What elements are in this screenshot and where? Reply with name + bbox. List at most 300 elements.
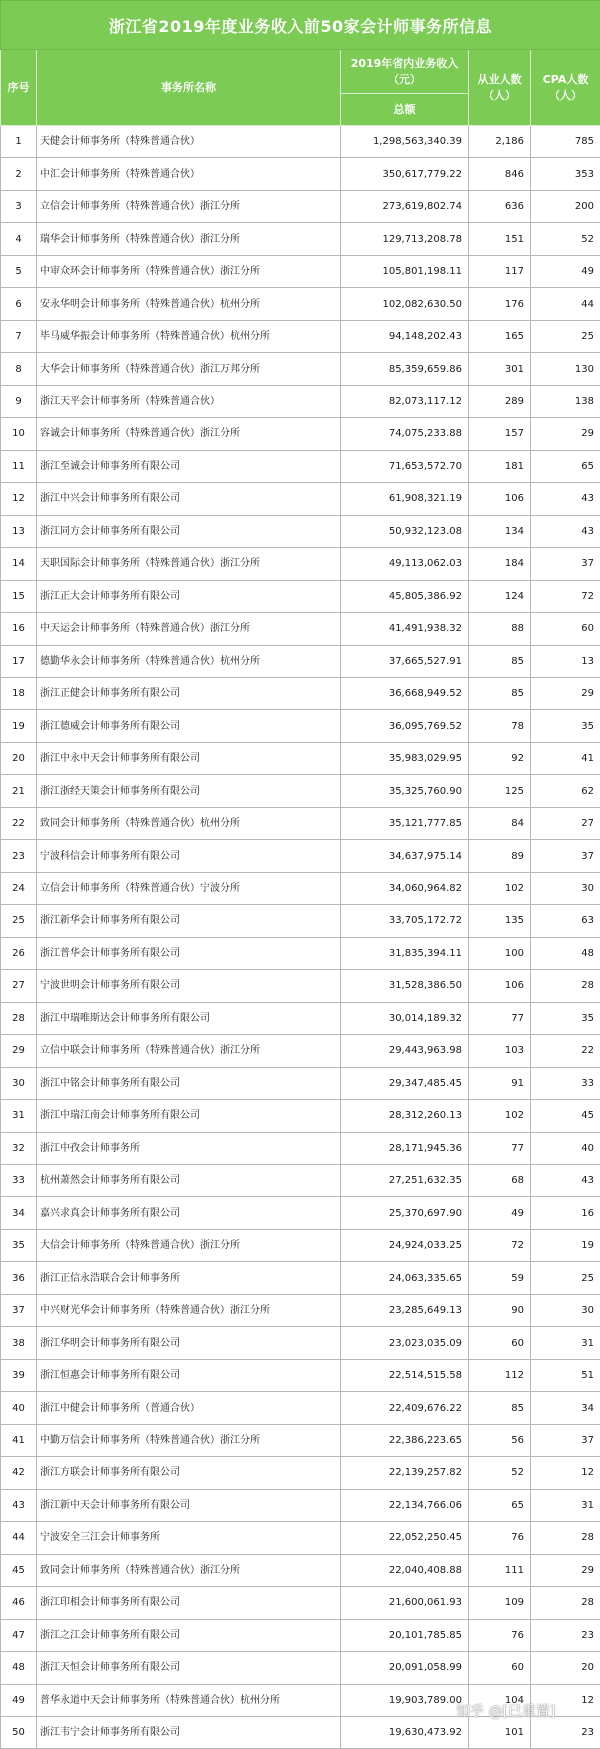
staff-count: 2,186 bbox=[469, 126, 531, 158]
cpa-count: 44 bbox=[531, 288, 600, 320]
table-row bbox=[1, 1327, 600, 1359]
table-row bbox=[1, 1229, 600, 1261]
table-row bbox=[1, 418, 600, 450]
cpa-count: 29 bbox=[531, 1554, 600, 1586]
cpa-count: 37 bbox=[531, 840, 600, 872]
cpa-count: 37 bbox=[531, 548, 600, 580]
row-number: 12 bbox=[1, 483, 37, 515]
table-row bbox=[1, 1716, 600, 1748]
table-row bbox=[1, 840, 600, 872]
firm-name: 浙江正信永浩联合会计师事务所 bbox=[37, 1262, 341, 1294]
staff-count: 85 bbox=[469, 1392, 531, 1424]
firm-name: 安永华明会计师事务所（特殊普通合伙）杭州分所 bbox=[37, 288, 341, 320]
revenue-total: 85,359,659.86 bbox=[341, 353, 469, 385]
revenue-total: 34,060,964.82 bbox=[341, 872, 469, 904]
firm-name: 浙江中孜会计师事务所 bbox=[37, 1132, 341, 1164]
cpa-count: 785 bbox=[531, 126, 600, 158]
header-no: 序号 bbox=[1, 50, 37, 126]
row-number: 38 bbox=[1, 1327, 37, 1359]
firm-name: 杭州萧然会计师事务所有限公司 bbox=[37, 1165, 341, 1197]
cpa-count: 65 bbox=[531, 450, 600, 482]
revenue-total: 22,514,515.58 bbox=[341, 1359, 469, 1391]
table-row bbox=[1, 1294, 600, 1326]
firm-name: 中勤万信会计师事务所（特殊普通合伙）浙江分所 bbox=[37, 1424, 341, 1456]
revenue-total: 74,075,233.88 bbox=[341, 418, 469, 450]
staff-count: 84 bbox=[469, 807, 531, 839]
staff-count: 90 bbox=[469, 1294, 531, 1326]
revenue-total: 1,298,563,340.39 bbox=[341, 126, 469, 158]
revenue-total: 33,705,172.72 bbox=[341, 905, 469, 937]
cpa-count: 34 bbox=[531, 1392, 600, 1424]
row-number: 19 bbox=[1, 710, 37, 742]
firm-name: 浙江印相会计师事务所有限公司 bbox=[37, 1587, 341, 1619]
revenue-total: 129,713,208.78 bbox=[341, 223, 469, 255]
row-number: 13 bbox=[1, 515, 37, 547]
cpa-count: 51 bbox=[531, 1359, 600, 1391]
revenue-total: 41,491,938.32 bbox=[341, 613, 469, 645]
header-cpa: CPA人数（人） bbox=[531, 50, 600, 126]
firm-name: 大华会计师事务所（特殊普通合伙）浙江万邦分所 bbox=[37, 353, 341, 385]
cpa-count: 27 bbox=[531, 807, 600, 839]
revenue-total: 22,409,676.22 bbox=[341, 1392, 469, 1424]
table-row bbox=[1, 1197, 600, 1229]
staff-count: 124 bbox=[469, 580, 531, 612]
row-number: 50 bbox=[1, 1716, 37, 1748]
row-number: 40 bbox=[1, 1392, 37, 1424]
staff-count: 165 bbox=[469, 320, 531, 352]
cpa-count: 43 bbox=[531, 515, 600, 547]
revenue-total: 34,637,975.14 bbox=[341, 840, 469, 872]
table-row bbox=[1, 1587, 600, 1619]
firm-name: 普华永道中天会计师事务所（特殊普通合伙）杭州分所 bbox=[37, 1684, 341, 1716]
table-row bbox=[1, 937, 600, 969]
revenue-total: 21,600,061.93 bbox=[341, 1587, 469, 1619]
row-number: 9 bbox=[1, 385, 37, 417]
staff-count: 60 bbox=[469, 1327, 531, 1359]
staff-count: 636 bbox=[469, 190, 531, 222]
firm-name: 天健会计师事务所（特殊普通合伙） bbox=[37, 126, 341, 158]
firm-name: 浙江浙经天策会计师事务所有限公司 bbox=[37, 775, 341, 807]
revenue-total: 49,113,062.03 bbox=[341, 548, 469, 580]
cpa-count: 37 bbox=[531, 1424, 600, 1456]
row-number: 45 bbox=[1, 1554, 37, 1586]
row-number: 48 bbox=[1, 1652, 37, 1684]
row-number: 6 bbox=[1, 288, 37, 320]
revenue-total: 35,121,777.85 bbox=[341, 807, 469, 839]
table-row bbox=[1, 872, 600, 904]
revenue-total: 22,386,223.65 bbox=[341, 1424, 469, 1456]
cpa-count: 353 bbox=[531, 158, 600, 190]
table-row bbox=[1, 710, 600, 742]
revenue-total: 30,014,189.32 bbox=[341, 1002, 469, 1034]
revenue-total: 28,312,260.13 bbox=[341, 1100, 469, 1132]
cpa-count: 130 bbox=[531, 353, 600, 385]
revenue-total: 102,082,630.50 bbox=[341, 288, 469, 320]
header-staff: 从业人数（人） bbox=[469, 50, 531, 126]
firm-name: 致同会计师事务所（特殊普通合伙）浙江分所 bbox=[37, 1554, 341, 1586]
firm-name: 浙江中兴会计师事务所有限公司 bbox=[37, 483, 341, 515]
firm-name: 容诚会计师事务所（特殊普通合伙）浙江分所 bbox=[37, 418, 341, 450]
cpa-count: 49 bbox=[531, 255, 600, 287]
firm-name: 浙江中健会计师事务所（普通合伙） bbox=[37, 1392, 341, 1424]
revenue-total: 19,630,473.92 bbox=[341, 1716, 469, 1748]
row-number: 37 bbox=[1, 1294, 37, 1326]
firm-name: 瑞华会计师事务所（特殊普通合伙）浙江分所 bbox=[37, 223, 341, 255]
table-row bbox=[1, 1002, 600, 1034]
table-body bbox=[1, 126, 600, 1749]
row-number: 49 bbox=[1, 1684, 37, 1716]
table-row bbox=[1, 775, 600, 807]
cpa-count: 30 bbox=[531, 1294, 600, 1326]
table-row bbox=[1, 580, 600, 612]
firm-name: 立信中联会计师事务所（特殊普通合伙）浙江分所 bbox=[37, 1035, 341, 1067]
cpa-count: 72 bbox=[531, 580, 600, 612]
cpa-count: 48 bbox=[531, 937, 600, 969]
row-number: 26 bbox=[1, 937, 37, 969]
cpa-count: 13 bbox=[531, 645, 600, 677]
row-number: 20 bbox=[1, 742, 37, 774]
firm-name: 浙江新中天会计师事务所有限公司 bbox=[37, 1489, 341, 1521]
staff-count: 88 bbox=[469, 613, 531, 645]
row-number: 36 bbox=[1, 1262, 37, 1294]
staff-count: 78 bbox=[469, 710, 531, 742]
firm-name: 中兴财光华会计师事务所（特殊普通合伙）浙江分所 bbox=[37, 1294, 341, 1326]
revenue-total: 22,040,408.88 bbox=[341, 1554, 469, 1586]
staff-count: 60 bbox=[469, 1652, 531, 1684]
firm-name: 德勤华永会计师事务所（特殊普通合伙）杭州分所 bbox=[37, 645, 341, 677]
cpa-count: 60 bbox=[531, 613, 600, 645]
staff-count: 104 bbox=[469, 1684, 531, 1716]
firm-name: 浙江中瑞江南会计师事务所有限公司 bbox=[37, 1100, 341, 1132]
firm-name: 中审众环会计师事务所（特殊普通合伙）浙江分所 bbox=[37, 255, 341, 287]
staff-count: 72 bbox=[469, 1229, 531, 1261]
row-number: 33 bbox=[1, 1165, 37, 1197]
table-row bbox=[1, 1262, 600, 1294]
staff-count: 151 bbox=[469, 223, 531, 255]
revenue-total: 61,908,321.19 bbox=[341, 483, 469, 515]
firm-name: 致同会计师事务所（特殊普通合伙）杭州分所 bbox=[37, 807, 341, 839]
cpa-count: 20 bbox=[531, 1652, 600, 1684]
revenue-total: 22,052,250.45 bbox=[341, 1522, 469, 1554]
firm-name: 天职国际会计师事务所（特殊普通合伙）浙江分所 bbox=[37, 548, 341, 580]
table-row bbox=[1, 353, 600, 385]
table-row bbox=[1, 158, 600, 190]
row-number: 25 bbox=[1, 905, 37, 937]
staff-count: 89 bbox=[469, 840, 531, 872]
table-row bbox=[1, 1424, 600, 1456]
firm-name: 大信会计师事务所（特殊普通合伙）浙江分所 bbox=[37, 1229, 341, 1261]
firm-name: 浙江恒惠会计师事务所有限公司 bbox=[37, 1359, 341, 1391]
table-row bbox=[1, 645, 600, 677]
cpa-count: 35 bbox=[531, 710, 600, 742]
cpa-count: 25 bbox=[531, 1262, 600, 1294]
firm-name: 宁波世明会计师事务所有限公司 bbox=[37, 970, 341, 1002]
revenue-total: 27,251,632.35 bbox=[341, 1165, 469, 1197]
table-row bbox=[1, 320, 600, 352]
firm-name: 立信会计师事务所（特殊普通合伙）宁波分所 bbox=[37, 872, 341, 904]
table-row bbox=[1, 1359, 600, 1391]
staff-count: 85 bbox=[469, 677, 531, 709]
cpa-count: 23 bbox=[531, 1619, 600, 1651]
table-row bbox=[1, 970, 600, 1002]
row-number: 7 bbox=[1, 320, 37, 352]
table-row bbox=[1, 1522, 600, 1554]
staff-count: 59 bbox=[469, 1262, 531, 1294]
cpa-count: 23 bbox=[531, 1716, 600, 1748]
revenue-total: 24,924,033.25 bbox=[341, 1229, 469, 1261]
revenue-total: 82,073,117.12 bbox=[341, 385, 469, 417]
cpa-count: 31 bbox=[531, 1327, 600, 1359]
cpa-count: 43 bbox=[531, 1165, 600, 1197]
firm-name: 立信会计师事务所（特殊普通合伙）浙江分所 bbox=[37, 190, 341, 222]
cpa-count: 138 bbox=[531, 385, 600, 417]
revenue-total: 45,805,386.92 bbox=[341, 580, 469, 612]
cpa-count: 40 bbox=[531, 1132, 600, 1164]
revenue-total: 50,932,123.08 bbox=[341, 515, 469, 547]
cpa-count: 19 bbox=[531, 1229, 600, 1261]
firm-name: 嘉兴求真会计师事务所有限公司 bbox=[37, 1197, 341, 1229]
table-row bbox=[1, 742, 600, 774]
cpa-count: 25 bbox=[531, 320, 600, 352]
table-row bbox=[1, 385, 600, 417]
row-number: 16 bbox=[1, 613, 37, 645]
table-row bbox=[1, 1489, 600, 1521]
table-row bbox=[1, 905, 600, 937]
revenue-total: 19,903,789.00 bbox=[341, 1684, 469, 1716]
firm-name: 浙江普华会计师事务所有限公司 bbox=[37, 937, 341, 969]
cpa-count: 29 bbox=[531, 418, 600, 450]
revenue-total: 20,101,785.85 bbox=[341, 1619, 469, 1651]
revenue-total: 29,443,963.98 bbox=[341, 1035, 469, 1067]
cpa-count: 63 bbox=[531, 905, 600, 937]
staff-count: 301 bbox=[469, 353, 531, 385]
revenue-total: 350,617,779.22 bbox=[341, 158, 469, 190]
firm-name: 浙江天平会计师事务所（特殊普通合伙） bbox=[37, 385, 341, 417]
revenue-total: 71,653,572.70 bbox=[341, 450, 469, 482]
staff-count: 117 bbox=[469, 255, 531, 287]
revenue-total: 37,665,527.91 bbox=[341, 645, 469, 677]
staff-count: 65 bbox=[469, 1489, 531, 1521]
staff-count: 76 bbox=[469, 1522, 531, 1554]
row-number: 39 bbox=[1, 1359, 37, 1391]
table-row bbox=[1, 288, 600, 320]
row-number: 46 bbox=[1, 1587, 37, 1619]
firm-name: 毕马威华振会计师事务所（特殊普通合伙）杭州分所 bbox=[37, 320, 341, 352]
revenue-total: 24,063,335.65 bbox=[341, 1262, 469, 1294]
table-row bbox=[1, 190, 600, 222]
firm-name: 浙江韦宁会计师事务所有限公司 bbox=[37, 1716, 341, 1748]
cpa-count: 12 bbox=[531, 1457, 600, 1489]
table-row bbox=[1, 1067, 600, 1099]
staff-count: 289 bbox=[469, 385, 531, 417]
table-row bbox=[1, 1100, 600, 1132]
table-row bbox=[1, 807, 600, 839]
staff-count: 77 bbox=[469, 1132, 531, 1164]
staff-count: 102 bbox=[469, 1100, 531, 1132]
table-row bbox=[1, 613, 600, 645]
revenue-total: 28,171,945.36 bbox=[341, 1132, 469, 1164]
row-number: 35 bbox=[1, 1229, 37, 1261]
row-number: 18 bbox=[1, 677, 37, 709]
table-row bbox=[1, 1652, 600, 1684]
table-row bbox=[1, 1554, 600, 1586]
firm-name: 浙江至诚会计师事务所有限公司 bbox=[37, 450, 341, 482]
cpa-count: 31 bbox=[531, 1489, 600, 1521]
staff-count: 176 bbox=[469, 288, 531, 320]
staff-count: 52 bbox=[469, 1457, 531, 1489]
revenue-total: 31,528,386.50 bbox=[341, 970, 469, 1002]
staff-count: 157 bbox=[469, 418, 531, 450]
staff-count: 102 bbox=[469, 872, 531, 904]
cpa-count: 28 bbox=[531, 970, 600, 1002]
firm-name: 浙江天恒会计师事务所有限公司 bbox=[37, 1652, 341, 1684]
cpa-count: 22 bbox=[531, 1035, 600, 1067]
staff-count: 109 bbox=[469, 1587, 531, 1619]
revenue-total: 273,619,802.74 bbox=[341, 190, 469, 222]
row-number: 14 bbox=[1, 548, 37, 580]
revenue-total: 36,095,769.52 bbox=[341, 710, 469, 742]
row-number: 22 bbox=[1, 807, 37, 839]
revenue-total: 35,325,760.90 bbox=[341, 775, 469, 807]
staff-count: 85 bbox=[469, 645, 531, 677]
firm-name: 浙江方联会计师事务所有限公司 bbox=[37, 1457, 341, 1489]
revenue-total: 31,835,394.11 bbox=[341, 937, 469, 969]
cpa-count: 12 bbox=[531, 1684, 600, 1716]
table-row bbox=[1, 1165, 600, 1197]
row-number: 42 bbox=[1, 1457, 37, 1489]
firm-name: 浙江正健会计师事务所有限公司 bbox=[37, 677, 341, 709]
revenue-total: 23,023,035.09 bbox=[341, 1327, 469, 1359]
cpa-count: 52 bbox=[531, 223, 600, 255]
revenue-total: 22,134,766.06 bbox=[341, 1489, 469, 1521]
firm-name: 浙江中铭会计师事务所有限公司 bbox=[37, 1067, 341, 1099]
table-row bbox=[1, 515, 600, 547]
cpa-count: 200 bbox=[531, 190, 600, 222]
staff-count: 111 bbox=[469, 1554, 531, 1586]
staff-count: 112 bbox=[469, 1359, 531, 1391]
table-row bbox=[1, 1392, 600, 1424]
staff-count: 846 bbox=[469, 158, 531, 190]
staff-count: 49 bbox=[469, 1197, 531, 1229]
row-number: 44 bbox=[1, 1522, 37, 1554]
table-row bbox=[1, 483, 600, 515]
staff-count: 103 bbox=[469, 1035, 531, 1067]
staff-count: 100 bbox=[469, 937, 531, 969]
cpa-count: 33 bbox=[531, 1067, 600, 1099]
staff-count: 77 bbox=[469, 1002, 531, 1034]
cpa-count: 29 bbox=[531, 677, 600, 709]
row-number: 47 bbox=[1, 1619, 37, 1651]
staff-count: 68 bbox=[469, 1165, 531, 1197]
table-row bbox=[1, 1035, 600, 1067]
table-row bbox=[1, 1457, 600, 1489]
cpa-count: 35 bbox=[531, 1002, 600, 1034]
staff-count: 106 bbox=[469, 483, 531, 515]
row-number: 28 bbox=[1, 1002, 37, 1034]
row-number: 21 bbox=[1, 775, 37, 807]
firm-name: 中天运会计师事务所（特殊普通合伙）浙江分所 bbox=[37, 613, 341, 645]
row-number: 27 bbox=[1, 970, 37, 1002]
row-number: 1 bbox=[1, 126, 37, 158]
cpa-count: 30 bbox=[531, 872, 600, 904]
row-number: 10 bbox=[1, 418, 37, 450]
row-number: 43 bbox=[1, 1489, 37, 1521]
table-row bbox=[1, 1619, 600, 1651]
staff-count: 92 bbox=[469, 742, 531, 774]
firm-name: 浙江正大会计师事务所有限公司 bbox=[37, 580, 341, 612]
cpa-count: 41 bbox=[531, 742, 600, 774]
row-number: 30 bbox=[1, 1067, 37, 1099]
cpa-count: 62 bbox=[531, 775, 600, 807]
row-number: 32 bbox=[1, 1132, 37, 1164]
firm-name: 浙江同方会计师事务所有限公司 bbox=[37, 515, 341, 547]
revenue-total: 35,983,029.95 bbox=[341, 742, 469, 774]
revenue-total: 29,347,485.45 bbox=[341, 1067, 469, 1099]
revenue-total: 20,091,058.99 bbox=[341, 1652, 469, 1684]
staff-count: 101 bbox=[469, 1716, 531, 1748]
header-name: 事务所名称 bbox=[37, 50, 341, 126]
revenue-total: 105,801,198.11 bbox=[341, 255, 469, 287]
row-number: 29 bbox=[1, 1035, 37, 1067]
staff-count: 91 bbox=[469, 1067, 531, 1099]
cpa-count: 28 bbox=[531, 1587, 600, 1619]
row-number: 8 bbox=[1, 353, 37, 385]
staff-count: 134 bbox=[469, 515, 531, 547]
table-row bbox=[1, 255, 600, 287]
staff-count: 56 bbox=[469, 1424, 531, 1456]
staff-count: 106 bbox=[469, 970, 531, 1002]
firm-name: 浙江华明会计师事务所有限公司 bbox=[37, 1327, 341, 1359]
row-number: 23 bbox=[1, 840, 37, 872]
firm-name: 浙江新华会计师事务所有限公司 bbox=[37, 905, 341, 937]
row-number: 5 bbox=[1, 255, 37, 287]
row-number: 17 bbox=[1, 645, 37, 677]
firm-name: 宁波安全三江会计师事务所 bbox=[37, 1522, 341, 1554]
staff-count: 135 bbox=[469, 905, 531, 937]
revenue-total: 23,285,649.13 bbox=[341, 1294, 469, 1326]
row-number: 34 bbox=[1, 1197, 37, 1229]
row-number: 24 bbox=[1, 872, 37, 904]
row-number: 41 bbox=[1, 1424, 37, 1456]
table-row bbox=[1, 126, 600, 158]
cpa-count: 16 bbox=[531, 1197, 600, 1229]
revenue-total: 94,148,202.43 bbox=[341, 320, 469, 352]
table-row bbox=[1, 677, 600, 709]
watermark: 知乎 @[已重置] bbox=[456, 1701, 555, 1721]
cpa-count: 45 bbox=[531, 1100, 600, 1132]
row-number: 15 bbox=[1, 580, 37, 612]
cpa-count: 28 bbox=[531, 1522, 600, 1554]
header-revenue-group: 2019年省内业务收入（元） bbox=[341, 50, 469, 94]
row-number: 4 bbox=[1, 223, 37, 255]
firm-name: 中汇会计师事务所（特殊普通合伙） bbox=[37, 158, 341, 190]
row-number: 31 bbox=[1, 1100, 37, 1132]
table-row bbox=[1, 450, 600, 482]
staff-count: 125 bbox=[469, 775, 531, 807]
row-number: 2 bbox=[1, 158, 37, 190]
firm-name: 浙江中瑞唯斯达会计师事务所有限公司 bbox=[37, 1002, 341, 1034]
revenue-total: 36,668,949.52 bbox=[341, 677, 469, 709]
row-number: 11 bbox=[1, 450, 37, 482]
firm-name: 浙江中永中天会计师事务所有限公司 bbox=[37, 742, 341, 774]
row-number: 3 bbox=[1, 190, 37, 222]
staff-count: 181 bbox=[469, 450, 531, 482]
table-row bbox=[1, 1132, 600, 1164]
revenue-total: 25,370,697.90 bbox=[341, 1197, 469, 1229]
revenue-total: 22,139,257.82 bbox=[341, 1457, 469, 1489]
firm-name: 浙江德威会计师事务所有限公司 bbox=[37, 710, 341, 742]
firm-name: 宁波科信会计师事务所有限公司 bbox=[37, 840, 341, 872]
